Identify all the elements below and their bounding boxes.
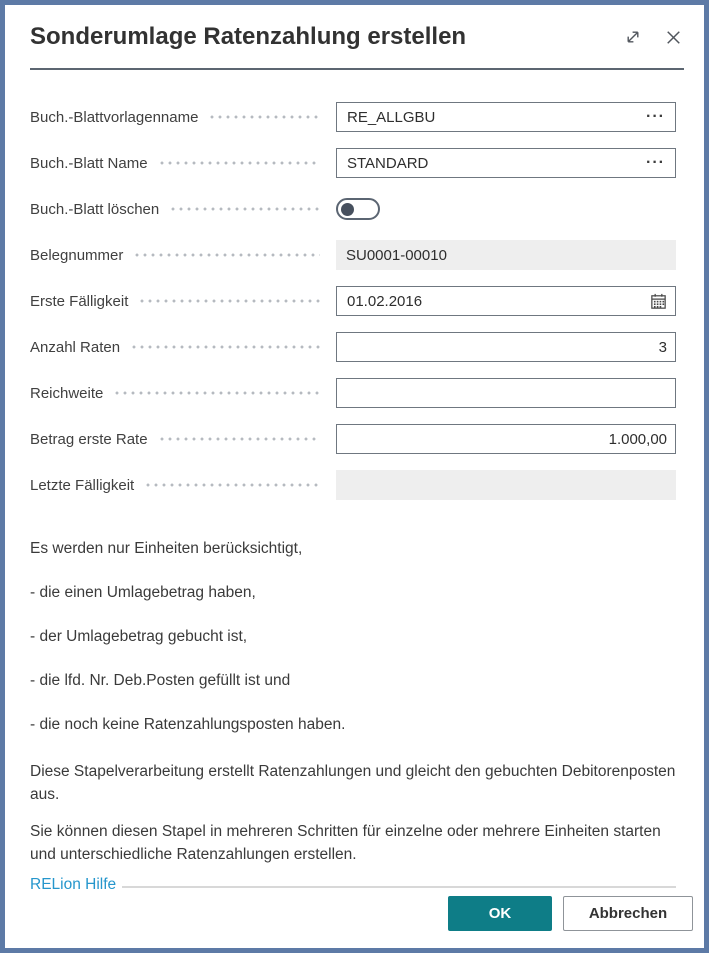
field-label: Anzahl Raten [30, 338, 121, 356]
dialog-footer [5, 896, 704, 948]
range-value[interactable] [337, 379, 675, 407]
title-bar [5, 5, 704, 53]
ok-button[interactable]: OK [448, 896, 552, 931]
journal-template-name-input[interactable] [336, 102, 676, 132]
dot-leader [158, 148, 320, 178]
toggle-knob [341, 203, 354, 216]
dot-leader [144, 470, 320, 500]
form-row-journal-template [30, 102, 676, 132]
dot-leader [133, 240, 320, 270]
dialog-body [5, 70, 704, 896]
description-paragraph: Sie können diesen Stapel in mehreren Schritten für einzelne oder mehrere Einheiten starten und unterschiedliche Ratenzahlungen erstellen. [30, 823, 661, 863]
field-label: Reichweite [30, 384, 104, 402]
dot-leader [130, 332, 320, 362]
field-label: Letzte Fälligkeit [30, 476, 135, 494]
form-row-range [30, 378, 676, 408]
form-row-first-due-date [30, 286, 676, 316]
description-bullet: - die lfd. Nr. Deb.Posten gefüllt ist und [30, 672, 291, 689]
lookup-ellipsis-icon[interactable]: ··· [646, 108, 665, 125]
first-installment-amount-input[interactable] [336, 424, 676, 454]
form-row-delete-journal [30, 194, 676, 224]
form-row-document-no [30, 240, 676, 270]
description-bullet: - die noch keine Ratenzahlungsposten haben. [30, 716, 346, 733]
field-label: Buch.-Blattvorlagenname [30, 108, 199, 126]
journal-template-name-value[interactable] [337, 103, 636, 131]
delete-journal-toggle[interactable] [336, 198, 380, 220]
cancel-button[interactable]: Abbrechen [563, 896, 693, 931]
field-label: Erste Fälligkeit [30, 292, 129, 310]
title-icons [622, 21, 684, 48]
form-row-no-of-installments [30, 332, 676, 362]
description-bullet: - der Umlagebetrag gebucht ist, [30, 628, 248, 645]
journal-batch-name-value[interactable] [337, 149, 636, 177]
field-label: Betrag erste Rate [30, 430, 148, 448]
close-icon[interactable] [662, 26, 684, 48]
dot-leader [169, 194, 320, 224]
first-due-date-input[interactable] [336, 286, 676, 316]
dot-leader [158, 424, 320, 454]
form-row-last-due-date [30, 470, 676, 500]
no-of-installments-input[interactable] [336, 332, 676, 362]
description-block [30, 516, 676, 889]
calendar-icon[interactable] [645, 292, 675, 311]
dot-leader [138, 286, 320, 316]
document-no-readonly: SU0001-00010 [336, 240, 676, 270]
range-input[interactable] [336, 378, 676, 408]
field-label: Belegnummer [30, 246, 124, 264]
description-bullet: - die einen Umlagebetrag haben, [30, 584, 256, 601]
options-form [30, 102, 676, 516]
description-intro: Es werden nur Einheiten berücksichtigt, [30, 540, 303, 557]
no-of-installments-value[interactable] [337, 333, 675, 361]
field-label: Buch.-Blatt löschen [30, 200, 160, 218]
help-rule-line [122, 886, 676, 888]
last-due-date-readonly [336, 470, 676, 500]
form-row-first-installment-amount [30, 424, 676, 454]
lookup-ellipsis-icon[interactable]: ··· [646, 154, 665, 171]
field-label: Buch.-Blatt Name [30, 154, 148, 172]
journal-batch-name-input[interactable] [336, 148, 676, 178]
form-row-journal-batch [30, 148, 676, 178]
dot-leader [208, 102, 320, 132]
expand-icon[interactable] [622, 26, 644, 48]
first-installment-amount-value[interactable] [337, 425, 675, 453]
first-due-date-value[interactable] [337, 287, 645, 315]
description-paragraph: Diese Stapelverarbeitung erstellt Ratenzahlungen und gleicht den gebuchten Debitorenposten aus. [30, 763, 676, 803]
help-section-clipped [30, 875, 676, 889]
dialog-title: Sonderumlage Ratenzahlung erstellen [30, 23, 467, 50]
dot-leader [113, 378, 320, 408]
help-link[interactable]: RELion Hilfe [30, 876, 117, 889]
